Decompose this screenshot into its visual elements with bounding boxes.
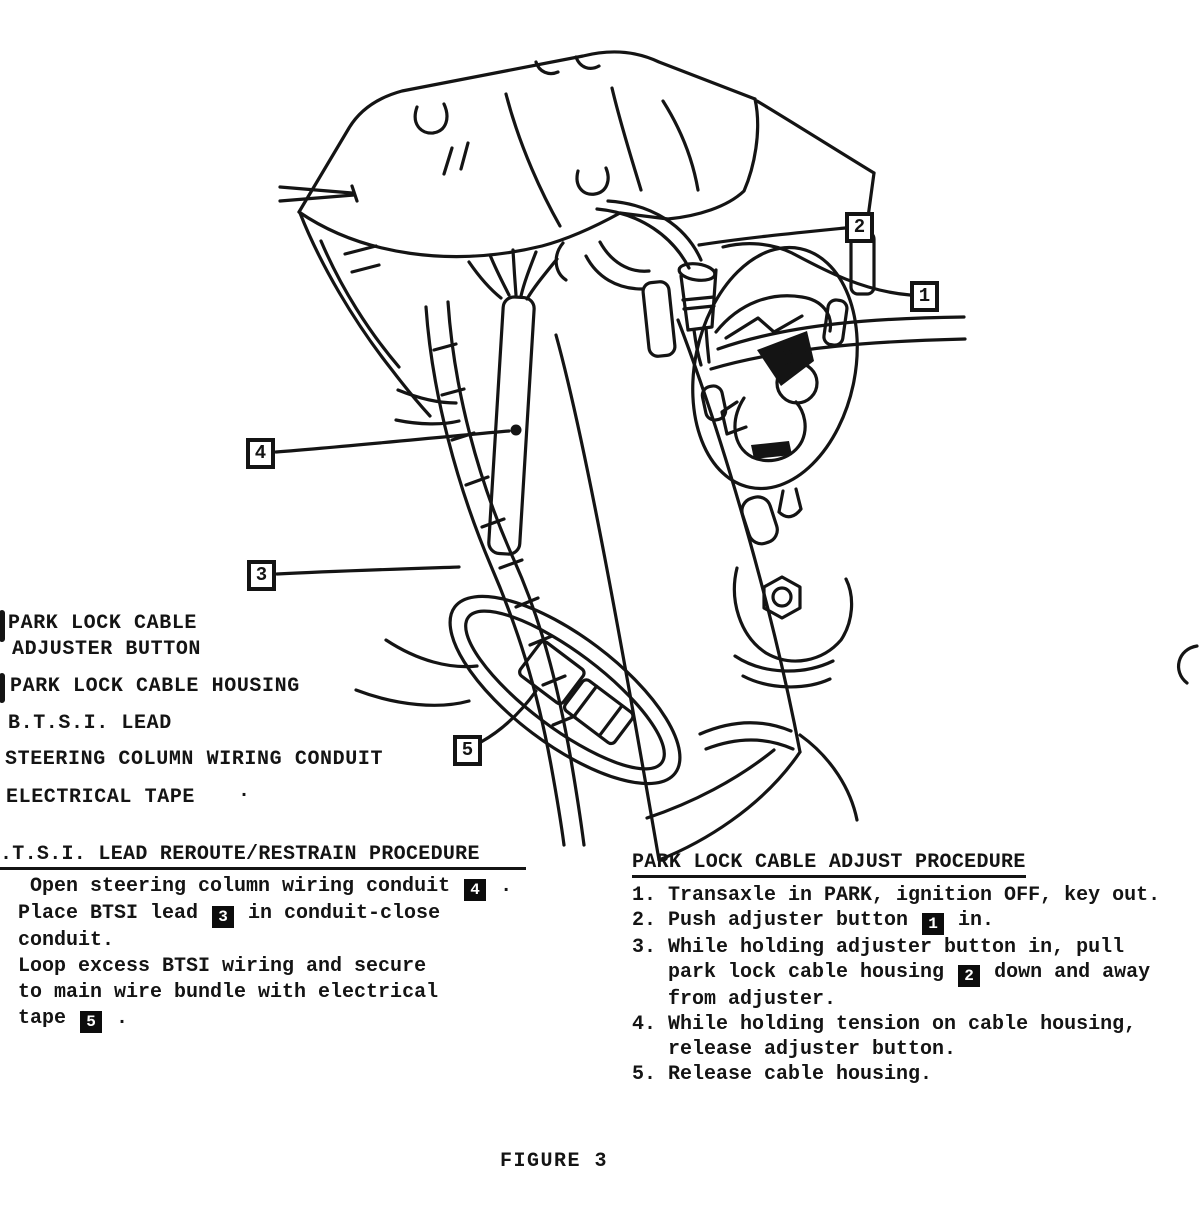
leader-3 [277, 567, 459, 574]
callout-box-4: 4 [246, 438, 275, 469]
legend-item-electrical-tape: ELECTRICAL TAPE [6, 786, 196, 809]
inline-ref-box: 1 [922, 913, 944, 935]
callout-box-1: 1 [910, 281, 939, 312]
btsi-reroute-procedure [0, 843, 580, 1033]
procedure-line: Open steering column wiring conduit 4 . [30, 875, 513, 899]
procedure-line: from adjuster. [632, 988, 837, 1011]
callout-box-3: 3 [247, 560, 276, 591]
procedure-line: park lock cable housing 2 down and away [632, 961, 1151, 985]
screw-hole-1 [415, 104, 447, 133]
leader-1 [723, 244, 910, 295]
legend-item-wiring-conduit: STEERING COLUMN WIRING CONDUIT [5, 748, 384, 771]
stray-period: . [238, 780, 251, 803]
legend-item-btsi-lead: B.T.S.I. LEAD [8, 712, 172, 735]
legend-item-adjuster-button-line1: PARK LOCK CABLE [8, 612, 198, 635]
btsi-lead-loop [422, 564, 707, 816]
inline-ref-box: 2 [958, 965, 980, 987]
btsi-procedure-heading: .T.S.I. LEAD REROUTE/RESTRAIN PROCEDURE [0, 843, 526, 870]
legend-item-adjuster-button-line2: ADJUSTER BUTTON [12, 638, 202, 661]
leader-2 [699, 228, 845, 245]
procedure-line: 1. Transaxle in PARK, ignition OFF, key out. [632, 884, 1161, 907]
procedure-line: to main wire bundle with electrical [18, 981, 439, 1004]
procedure-line: 4. While holding tension on cable housing, [632, 1013, 1137, 1036]
inline-ref-box: 4 [464, 879, 486, 901]
legend-item-cable-housing: PARK LOCK CABLE HOUSING [10, 675, 300, 698]
hex-bolt [764, 577, 800, 618]
leader-5 [481, 691, 536, 742]
procedure-line: 2. Push adjuster button 1 in. [632, 909, 995, 933]
procedure-line: conduit. [18, 929, 115, 952]
column-tube-left [556, 335, 659, 860]
procedure-line: tape 5 . [18, 1007, 129, 1031]
shroud-outline-bottom [299, 212, 620, 257]
shroud-outline-top [299, 52, 755, 212]
procedure-line: 5. Release cable housing. [632, 1063, 933, 1086]
procedure-line: 3. While holding adjuster button in, pull [632, 936, 1125, 959]
screw-hole-2 [577, 168, 608, 194]
procedure-line: Place BTSI lead 3 in conduit-close [18, 902, 441, 926]
park-lock-adjust-procedure [632, 851, 1200, 1087]
park-lock-procedure-heading: PARK LOCK CABLE ADJUST PROCEDURE [632, 851, 1026, 878]
callout-box-5: 5 [453, 735, 482, 766]
inline-ref-box: 5 [80, 1011, 102, 1033]
procedure-line: Loop excess BTSI wiring and secure [18, 955, 427, 978]
inline-ref-box: 3 [212, 906, 234, 928]
callout-box-2: 2 [845, 212, 874, 243]
procedure-line: release adjuster button. [632, 1038, 957, 1061]
figure-caption: FIGURE 3 [500, 1150, 609, 1173]
